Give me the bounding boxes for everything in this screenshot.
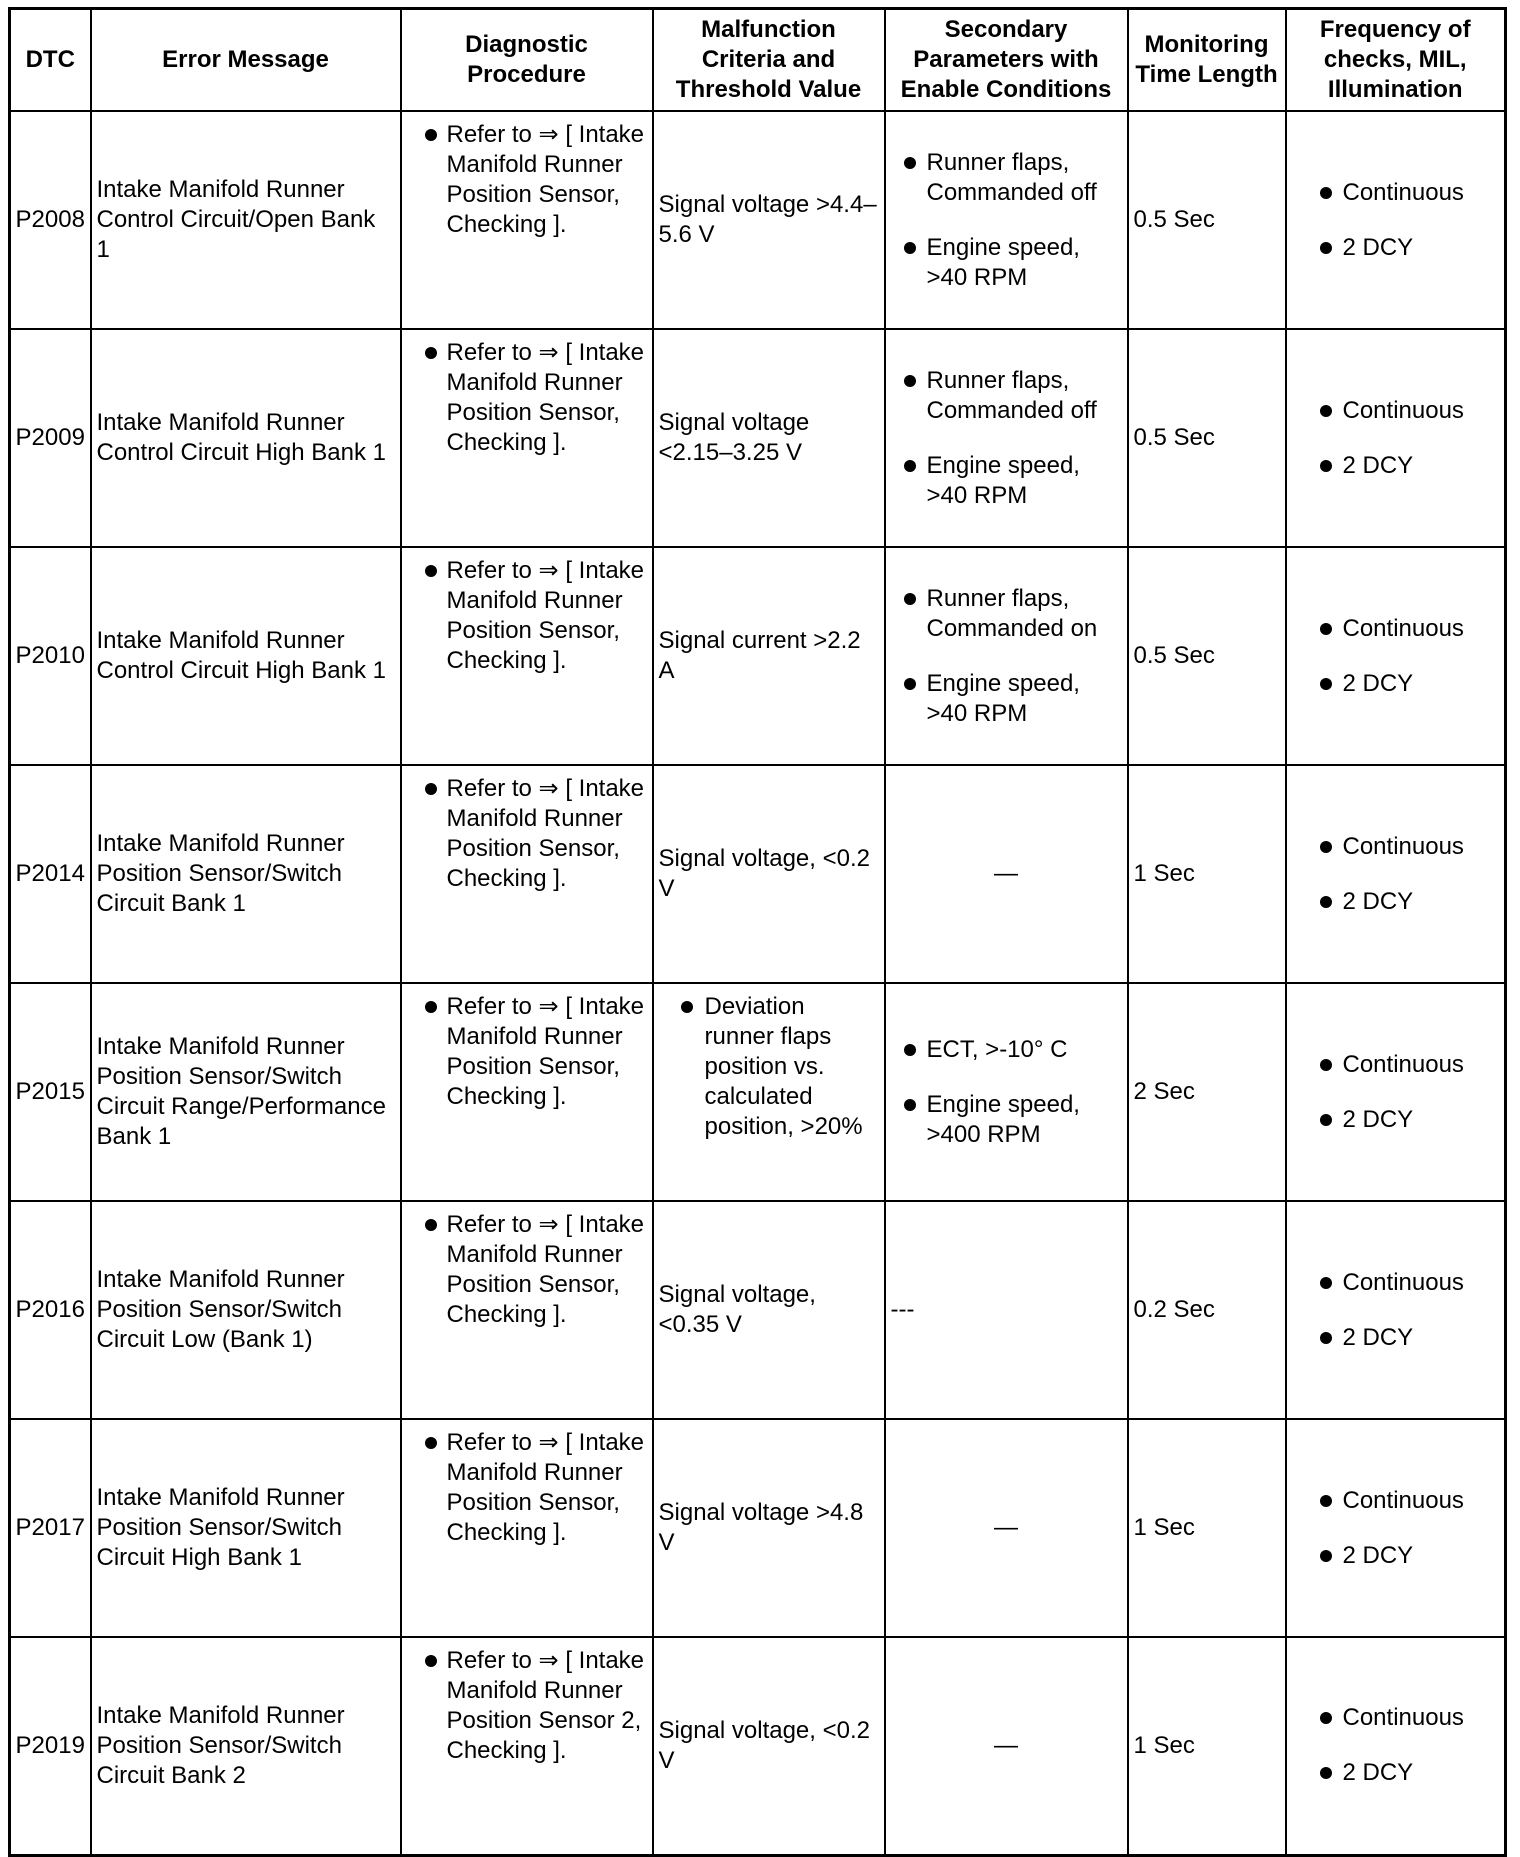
table-row (10, 329, 1506, 547)
secondary-item: Runner flaps, Commanded on (891, 584, 1122, 644)
malfunction-criteria: Signal voltage >4.8 V (653, 1419, 885, 1637)
frequency (1286, 765, 1506, 983)
error-message: Intake Manifold Runner Position Sensor/Switch Circuit Bank 1 (91, 765, 401, 983)
diagnostic-link[interactable]: Refer to ⇒ [ Intake Manifold Runner Position Sensor, Checking ]. (417, 338, 647, 458)
frequency (1286, 329, 1506, 547)
diagnostic-procedure (401, 111, 653, 329)
secondary-parameters: --- (885, 1201, 1128, 1419)
table-row (10, 1419, 1506, 1637)
frequency (1286, 983, 1506, 1201)
header-monitoring-time: Monitoring Time Length (1128, 9, 1286, 112)
dtc-code: P2010 (10, 547, 91, 765)
table-row (10, 983, 1506, 1201)
diagnostic-link[interactable]: Refer to ⇒ [ Intake Manifold Runner Position Sensor, Checking ]. (417, 1428, 647, 1548)
diagnostic-link[interactable]: Refer to ⇒ [ Intake Manifold Runner Position Sensor, Checking ]. (417, 1210, 647, 1330)
header-malfunction-criteria: Malfunction Criteria and Threshold Value (653, 9, 885, 112)
frequency-item: 2 DCY (1307, 233, 1500, 263)
malfunction-criteria: Signal voltage, <0.2 V (653, 765, 885, 983)
secondary-parameters: — (885, 765, 1128, 983)
header-frequency: Frequency of checks, MIL, Illumination (1286, 9, 1506, 112)
table-row (10, 1637, 1506, 1855)
error-message: Intake Manifold Runner Position Sensor/Switch Circuit Range/Performance Bank 1 (91, 983, 401, 1201)
secondary-item: Runner flaps, Commanded off (891, 148, 1122, 208)
frequency-item: 2 DCY (1307, 1541, 1500, 1571)
diagnostic-link[interactable]: Refer to ⇒ [ Intake Manifold Runner Position Sensor 2, Checking ]. (417, 1646, 647, 1766)
secondary-parameters (885, 983, 1128, 1201)
error-message: Intake Manifold Runner Control Circuit High Bank 1 (91, 329, 401, 547)
monitoring-time: 1 Sec (1128, 1637, 1286, 1855)
error-message: Intake Manifold Runner Position Sensor/Switch Circuit Bank 2 (91, 1637, 401, 1855)
header-error-message: Error Message (91, 9, 401, 112)
monitoring-time: 0.5 Sec (1128, 329, 1286, 547)
monitoring-time: 1 Sec (1128, 765, 1286, 983)
frequency (1286, 1201, 1506, 1419)
dtc-code: P2014 (10, 765, 91, 983)
secondary-item: ECT, >-10° C (891, 1035, 1122, 1065)
frequency (1286, 111, 1506, 329)
error-message: Intake Manifold Runner Position Sensor/Switch Circuit Low (Bank 1) (91, 1201, 401, 1419)
frequency-item: 2 DCY (1307, 887, 1500, 917)
table-row (10, 765, 1506, 983)
secondary-item: Engine speed, >40 RPM (891, 669, 1122, 729)
table-row (10, 1201, 1506, 1419)
table-row (10, 547, 1506, 765)
secondary-item: Engine speed, >40 RPM (891, 233, 1122, 293)
malfunction-criteria: Signal voltage, <0.35 V (653, 1201, 885, 1419)
monitoring-time: 2 Sec (1128, 983, 1286, 1201)
secondary-parameters (885, 111, 1128, 329)
secondary-parameters (885, 329, 1128, 547)
dtc-code: P2009 (10, 329, 91, 547)
malfunction-item: Deviation runner flaps position vs. calculated position, >20% (669, 992, 879, 1142)
dtc-code: P2019 (10, 1637, 91, 1855)
monitoring-time: 0.2 Sec (1128, 1201, 1286, 1419)
diagnostic-procedure (401, 1637, 653, 1855)
malfunction-criteria (653, 983, 885, 1201)
diagnostic-link[interactable]: Refer to ⇒ [ Intake Manifold Runner Position Sensor, Checking ]. (417, 120, 647, 240)
frequency-item: Continuous (1307, 178, 1500, 208)
secondary-parameters: — (885, 1637, 1128, 1855)
header-dtc: DTC (10, 9, 91, 112)
malfunction-criteria: Signal current >2.2 A (653, 547, 885, 765)
frequency-item: Continuous (1307, 832, 1500, 862)
diagnostic-procedure (401, 1201, 653, 1419)
header-row (10, 9, 1506, 112)
frequency-item: Continuous (1307, 1486, 1500, 1516)
frequency-item: 2 DCY (1307, 1758, 1500, 1788)
header-diagnostic-procedure: Diagnostic Procedure (401, 9, 653, 112)
monitoring-time: 0.5 Sec (1128, 547, 1286, 765)
diagnostic-link[interactable]: Refer to ⇒ [ Intake Manifold Runner Position Sensor, Checking ]. (417, 992, 647, 1112)
monitoring-time: 0.5 Sec (1128, 111, 1286, 329)
error-message: Intake Manifold Runner Control Circuit High Bank 1 (91, 547, 401, 765)
error-message: Intake Manifold Runner Position Sensor/Switch Circuit High Bank 1 (91, 1419, 401, 1637)
malfunction-criteria: Signal voltage >4.4–5.6 V (653, 111, 885, 329)
secondary-parameters: — (885, 1419, 1128, 1637)
diagnostic-procedure (401, 765, 653, 983)
secondary-item: Runner flaps, Commanded off (891, 366, 1122, 426)
frequency-item: 2 DCY (1307, 669, 1500, 699)
frequency (1286, 1637, 1506, 1855)
dtc-table (8, 7, 1507, 1857)
frequency-item: Continuous (1307, 1050, 1500, 1080)
dtc-table-page (8, 7, 1507, 1857)
error-message: Intake Manifold Runner Control Circuit/Open Bank 1 (91, 111, 401, 329)
diagnostic-link[interactable]: Refer to ⇒ [ Intake Manifold Runner Position Sensor, Checking ]. (417, 774, 647, 894)
header-secondary-parameters: Secondary Parameters with Enable Conditions (885, 9, 1128, 112)
secondary-parameters (885, 547, 1128, 765)
diagnostic-procedure (401, 547, 653, 765)
frequency-item: 2 DCY (1307, 1323, 1500, 1353)
malfunction-criteria: Signal voltage, <0.2 V (653, 1637, 885, 1855)
monitoring-time: 1 Sec (1128, 1419, 1286, 1637)
frequency-item: Continuous (1307, 1703, 1500, 1733)
table-row (10, 111, 1506, 329)
dtc-code: P2008 (10, 111, 91, 329)
frequency (1286, 1419, 1506, 1637)
frequency-item: Continuous (1307, 1268, 1500, 1298)
diagnostic-procedure (401, 983, 653, 1201)
secondary-item: Engine speed, >40 RPM (891, 451, 1122, 511)
frequency-item: 2 DCY (1307, 1105, 1500, 1135)
secondary-item: Engine speed, >400 RPM (891, 1090, 1122, 1150)
malfunction-criteria: Signal voltage <2.15–3.25 V (653, 329, 885, 547)
frequency-item: Continuous (1307, 614, 1500, 644)
frequency-item: 2 DCY (1307, 451, 1500, 481)
dtc-code: P2016 (10, 1201, 91, 1419)
frequency (1286, 547, 1506, 765)
diagnostic-procedure (401, 329, 653, 547)
diagnostic-link[interactable]: Refer to ⇒ [ Intake Manifold Runner Position Sensor, Checking ]. (417, 556, 647, 676)
dtc-code: P2017 (10, 1419, 91, 1637)
frequency-item: Continuous (1307, 396, 1500, 426)
diagnostic-procedure (401, 1419, 653, 1637)
dtc-code: P2015 (10, 983, 91, 1201)
